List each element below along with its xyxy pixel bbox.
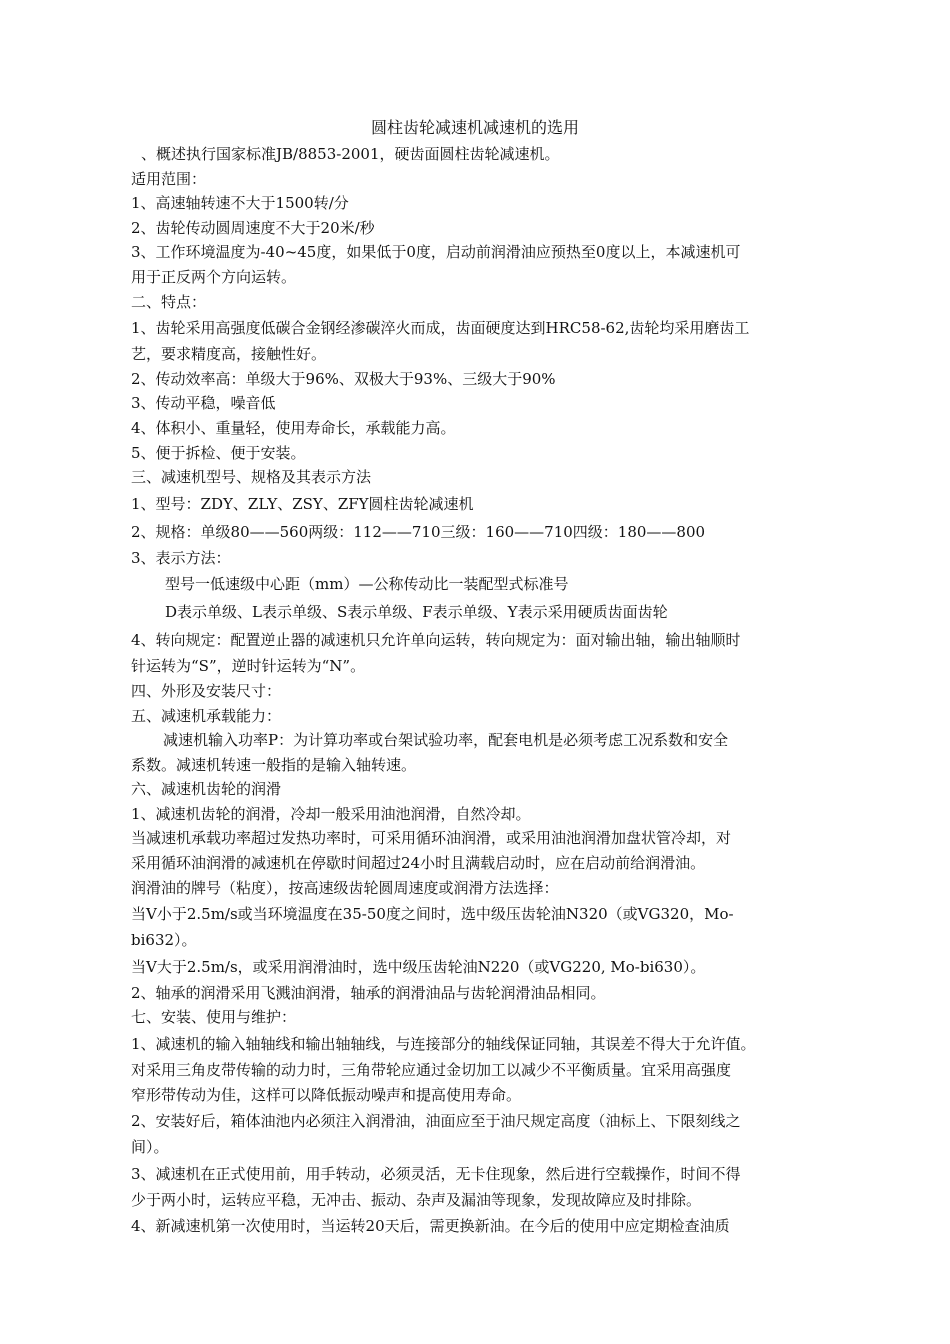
body-line: 5、便于拆检、便于安装。	[131, 443, 306, 462]
body-line: 间）。	[131, 1138, 169, 1157]
body-line: 四、外形及安装尺寸：	[131, 681, 282, 700]
body-line: 2、轴承的润滑采用飞溅油润滑，轴承的润滑油品与齿轮润滑油品相同。	[131, 983, 606, 1002]
body-line: 润滑油的牌号（粘度），按高速级齿轮圆周速度或润滑方法选择：	[131, 878, 559, 897]
body-line: 少于两小时，运转应平稳，无冲击、振动、杂声及漏油等现象，发现故障应及时排除。	[131, 1190, 702, 1209]
body-line: 采用循环油润滑的减速机在停歇时间超过24小时且满载启动时，应在启动前给润滑油。	[131, 854, 706, 873]
body-line: 、概述执行国家标准JB/8853-2001，硬齿面圆柱齿轮减速机。	[141, 145, 560, 163]
body-line: 1、高速轴转速不大于1500转/分	[131, 194, 349, 213]
body-line: 3、工作环境温度为-40~45度，如果低于0度，启动前润滑油应预热至0度以上，本减速机可	[131, 243, 741, 262]
body-line: 用于正反两个方向运转。	[131, 267, 297, 286]
body-line: 窄形带传动为佳，这样可以降低振动噪声和提高使用寿命。	[131, 1085, 522, 1104]
body-line: 1、齿轮采用高强度低碳合金钢经渗碳淬火而成，齿面硬度达到HRC58-62,齿轮均采用磨齿工	[131, 319, 750, 338]
body-line: D表示单级、L表示单级、S表示单级、F表示单级、Y表示采用硬质齿面齿轮	[165, 603, 668, 622]
body-line: 减速机输入功率P：为计算功率或台架试验功率，配套电机是必须考虑工况系数和安全	[163, 731, 729, 750]
body-line: 4、新减速机第一次使用时，当运转20天后，需更换新油。在今后的使用中应定期检查油质	[131, 1217, 730, 1236]
body-line: 当V小于2.5m/s或当环境温度在35-50度之间时，选中级压齿轮油N320（或VG320，Mo-	[131, 905, 734, 924]
body-line: 二、特点：	[131, 292, 207, 311]
body-line: 2、齿轮传动圆周速度不大于20米/秒	[131, 218, 375, 237]
body-line: 1、减速机的输入轴轴线和输出轴轴线，与连接部分的轴线保证同轴，其误差不得大于允许值。	[131, 1035, 756, 1054]
body-line: bi632）。	[131, 931, 197, 950]
body-line: 七、安装、使用与维护：	[131, 1008, 297, 1027]
body-line: 2、安装好后，箱体油池内必须注入润滑油，油面应至于油尺规定高度（油标上、下限刻线之	[131, 1112, 741, 1131]
body-line: 1、减速机齿轮的润滑，冷却一般采用油池润滑，自然冷却。	[131, 804, 531, 823]
body-line: 系数。减速机转速一般指的是输入轴转速。	[131, 755, 417, 774]
body-line: 2、规格：单级80——560两级：112——710三级：160——710四级：180——800	[131, 522, 706, 541]
body-line: 六、减速机齿轮的润滑	[131, 780, 282, 799]
body-line: 对采用三角皮带传输的动力时，三角带轮应通过金切加工以减少不平衡质量。宜采用高强度	[131, 1061, 732, 1080]
body-line: 当V大于2.5m/s，或采用润滑油时，选中级压齿轮油N220（或VG220, Mo-bi630）。	[131, 957, 706, 976]
body-line: 适用范围：	[131, 169, 207, 188]
body-line: 3、传动平稳，噪音低	[131, 394, 276, 413]
body-line: 针运转为“S”，逆时针运转为“N”。	[131, 657, 366, 676]
body-line: 2、传动效率高：单级大于96%、双极大于93%、三级大于90%	[131, 369, 556, 388]
document-title: 圆柱齿轮减速机减速机的选用	[370, 118, 579, 137]
body-line: 4、体积小、重量轻，使用寿命长，承载能力高。	[131, 418, 456, 437]
body-line: 型号一低速级中心距（mm）—公称传动比一装配型式标准号	[165, 575, 569, 594]
body-line: 三、减速机型号、规格及其表示方法	[131, 468, 372, 487]
body-line: 4、转向规定：配置逆止器的减速机只允许单向运转，转向规定为：面对输出轴，输出轴顺时	[131, 631, 741, 650]
body-line: 艺，要求精度高，接触性好。	[131, 345, 327, 364]
body-line: 当减速机承载功率超过发热功率时，可采用循环油润滑，或采用油池润滑加盘状管冷却，对	[131, 829, 732, 848]
body-line: 五、减速机承载能力：	[131, 706, 282, 725]
body-line: 3、减速机在正式使用前，用手转动，必须灵活，无卡住现象，然后进行空载操作，时间不得	[131, 1164, 741, 1183]
document-body	[131, 142, 831, 1240]
body-line: 1、型号：ZDY、ZLY、ZSY、ZFY圆柱齿轮减速机	[131, 494, 474, 513]
body-line: 3、表示方法：	[131, 548, 231, 567]
